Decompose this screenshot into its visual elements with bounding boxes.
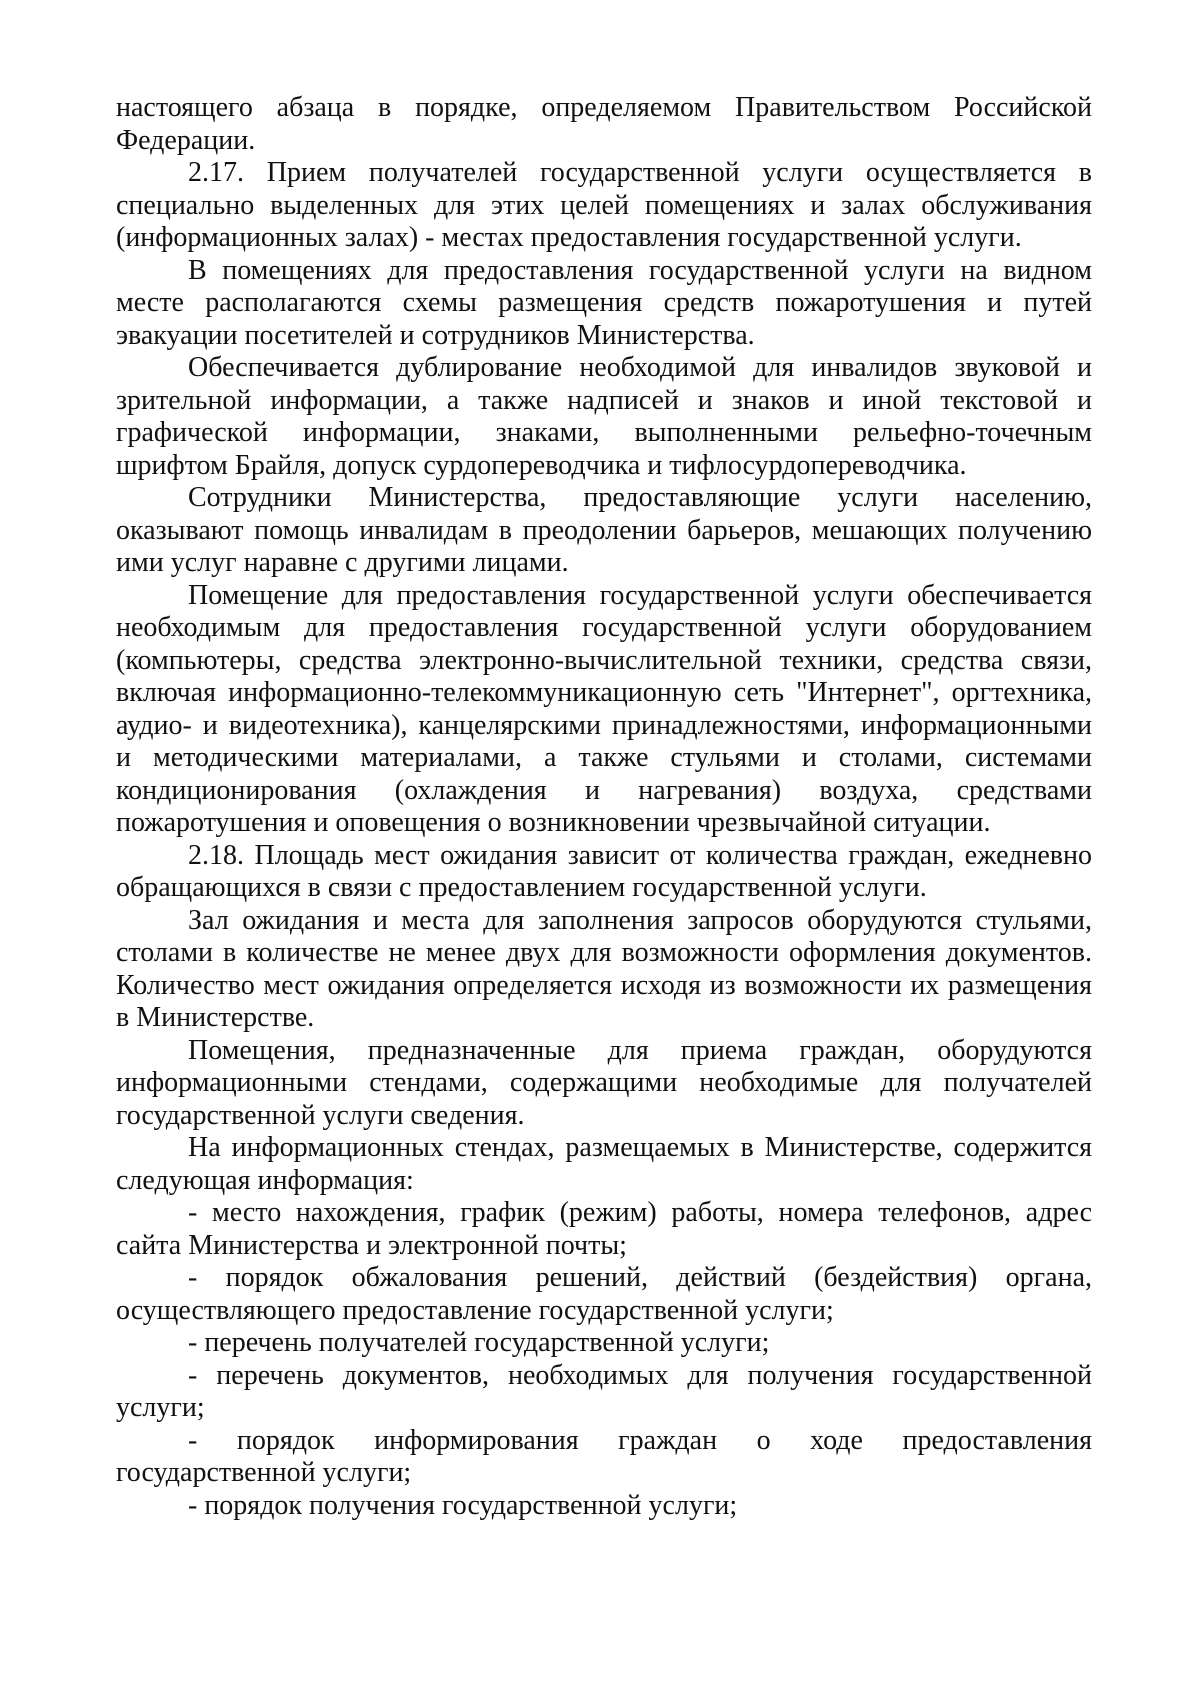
list-item-appeal-procedure: - порядок обжалования решений, действий (бездействия) органа, осуществляющего предоставление государственной услуги; (116, 1262, 1092, 1326)
paragraph-2-17: 2.17. Прием получателей государственной услуги осуществляется в специально выделенных для этих целей помещениях и залах обслуживания (информационных залах) - местах предоставления государственной услуги. (116, 157, 1092, 253)
list-item-documents: - перечень документов, необходимых для получения государственной услуги; (116, 1359, 1092, 1423)
paragraph-continuation: настоящего абзаца в порядке, определяемом Правительством Российской Федерации. (116, 92, 1092, 156)
list-item-informing: - порядок информирования граждан о ходе предоставления государственной услуги; (116, 1424, 1092, 1488)
document-page (116, 92, 1092, 1522)
paragraph-waiting-hall: Зал ожидания и места для заполнения запросов оборудуются стульями, столами в количестве не менее двух для возможности оформления документов. Количество мест ожидания определяется исходя из возможности их размещения в Министерстве. (116, 904, 1092, 1033)
paragraph-stand-content-intro: На информационных стендах, размещаемых в Министерстве, содержится следующая информация: (116, 1132, 1092, 1196)
paragraph-staff-assistance: Сотрудники Министерства, предоставляющие услуги населению, оказывают помощь инвалидам в преодолении барьеров, мешающих получению ими услуг наравне с другими лицами. (116, 482, 1092, 578)
paragraph-info-stands: Помещения, предназначенные для приема граждан, оборудуются информационными стендами, содержащими необходимые для получателей государственной услуги сведения. (116, 1034, 1092, 1131)
paragraph-2-18: 2.18. Площадь мест ожидания зависит от количества граждан, ежедневно обращающихся в связи с предоставлением государственной услуги. (116, 839, 1092, 903)
list-item-location: - место нахождения, график (режим) работы, номера телефонов, адрес сайта Министерства и электронной почты; (116, 1197, 1092, 1261)
paragraph-accessibility: Обеспечивается дублирование необходимой для инвалидов звуковой и зрительной информации, а также надписей и знаков и иной текстовой и графической информации, знаками, выполненными рельефно-точечным шрифтом Брайля, допуск сурдопереводчика и тифлосурдопереводчика. (116, 352, 1092, 481)
paragraph-fire-safety: В помещениях для предоставления государственной услуги на видном месте располагаются схемы размещения средств пожаротушения и путей эвакуации посетителей и сотрудников Министерства. (116, 254, 1092, 351)
paragraph-equipment: Помещение для предоставления государственной услуги обеспечивается необходимым для предоставления государственной услуги оборудованием (компьютеры, средства электронно-вычислительной техники, средства связи, включая информационно-телекоммуникационную сеть "Интернет", оргтехника, аудио- и видеотехника), канцелярскими принадлежностями, информационными и методическими материалами, а также стульями и столами, системами кондиционирования (охлаждения и нагревания) воздуха, средствами пожаротушения и оповещения о возникновении чрезвычайной ситуации. (116, 579, 1092, 838)
list-item-receiving: - порядок получения государственной услуги; (188, 1489, 738, 1521)
list-item-recipients: - перечень получателей государственной услуги; (188, 1327, 770, 1358)
